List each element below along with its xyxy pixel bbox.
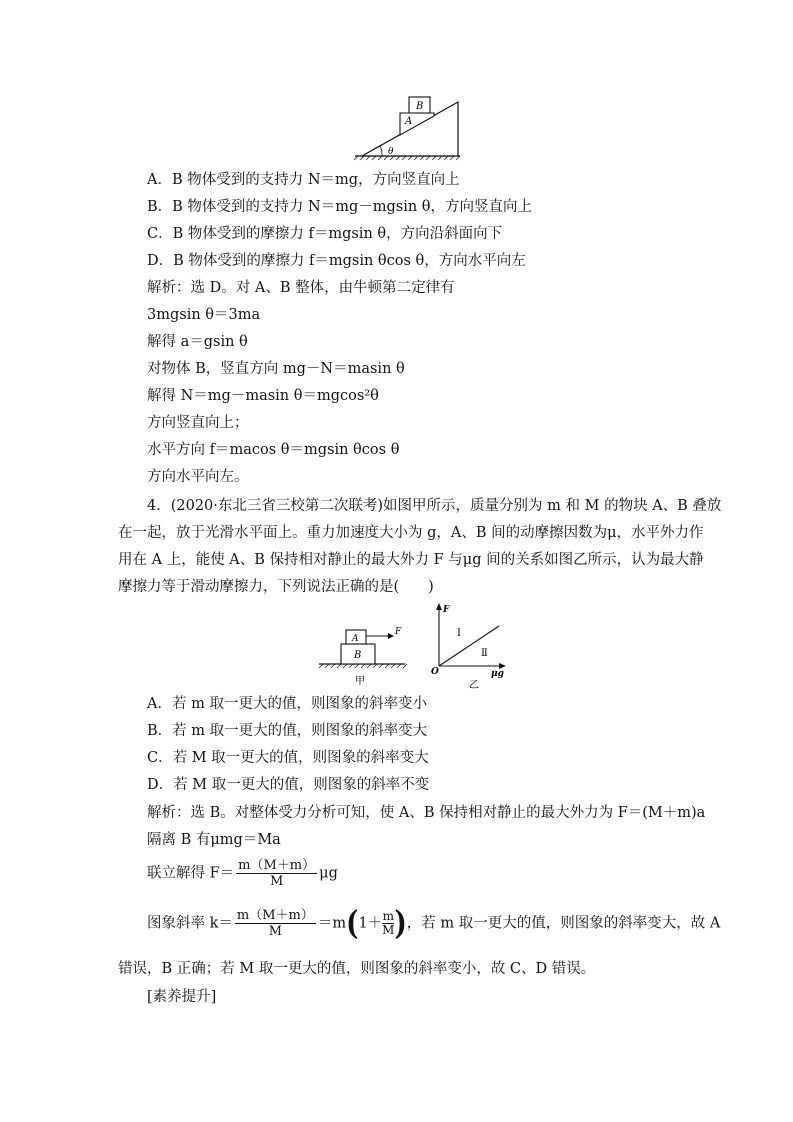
q4-stem-line-1: 4．(2020·东北三省三校第二次联考)如图甲所示，质量分别为 m 和 M 的物块 A、B 叠放 bbox=[147, 498, 722, 514]
line3-fraction bbox=[236, 858, 317, 889]
theta-label: θ bbox=[388, 147, 394, 157]
line4-denominator: M bbox=[268, 924, 283, 939]
line4-suffix: ，若 m 取一更大的值，则图象的斜率变大，故 A bbox=[406, 915, 721, 932]
q3-solution-line-6: 方向竖直向上； bbox=[147, 415, 249, 431]
ground-hatch bbox=[354, 156, 460, 160]
force-arrow-head bbox=[388, 633, 394, 639]
x-axis-label: μg bbox=[491, 669, 504, 679]
line4-prefix: 图象斜率 k＝ bbox=[147, 915, 233, 932]
caption-yi: 乙 bbox=[469, 680, 479, 691]
block-a-label: A bbox=[405, 116, 413, 127]
q4-option-b: B．若 m 取一更大的值，则图象的斜率变大 bbox=[147, 723, 428, 739]
f-mug-graph bbox=[425, 600, 515, 692]
q3-option-b: B．B 物体受到的支持力 N＝mg－mgsin θ，方向竖直向上 bbox=[147, 199, 533, 215]
line4-one-plus: 1＋ bbox=[358, 915, 383, 932]
q3-solution-line-5: 解得 N＝mg－masin θ＝mgcos²θ bbox=[147, 388, 379, 404]
line4-equals-m: ＝m bbox=[317, 915, 347, 932]
q3-solution-line-2: 3mgsin θ＝3ma bbox=[147, 307, 261, 323]
q3-solution-line-1: 解析：选 D。对 A、B 整体，由牛顿第二定律有 bbox=[147, 280, 455, 296]
q4-solution-line-1: 解析：选 B。对整体受力分析可知，使 A、B 保持相对静止的最大外力为 F＝(M＋m)a bbox=[147, 805, 706, 821]
q4-stem-line-3: 用在 A 上，能使 A、B 保持相对静止的最大外力 F 与μg 间的关系如图乙所示，认为最大静 bbox=[118, 552, 704, 568]
right-paren: ) bbox=[394, 904, 407, 943]
q3-solution-line-8: 方向水平向左。 bbox=[147, 469, 249, 485]
stacked-blocks-figure bbox=[315, 618, 410, 690]
line4-numerator: m（M＋m） bbox=[236, 908, 314, 923]
line4-inner-fraction bbox=[382, 910, 394, 937]
line3-prefix: 联立解得 F＝ bbox=[147, 865, 235, 882]
q4-solution-line-5: 错误，B 正确；若 M 取一更大的值，则图象的斜率变小，故 C、D 错误。 bbox=[118, 961, 596, 977]
q3-option-d: D．B 物体受到的摩擦力 f＝mgsin θcos θ，方向水平向左 bbox=[147, 253, 526, 269]
region-ii-label: Ⅱ bbox=[481, 648, 488, 659]
q4-solution-line-3 bbox=[147, 858, 338, 889]
q4-solution-line-2: 隔离 B 有μmg＝Ma bbox=[147, 832, 281, 848]
block-a-text: A bbox=[352, 634, 359, 644]
q4-stem-line-4: 摩擦力等于滑动摩擦力，下列说法正确的是( ) bbox=[118, 579, 434, 595]
y-axis-label: F bbox=[443, 605, 450, 615]
q4-option-d: D．若 M 取一更大的值，则图象的斜率不变 bbox=[147, 777, 430, 793]
force-label: F bbox=[395, 627, 402, 637]
line3-suffix: μg bbox=[319, 865, 338, 882]
line4-fraction bbox=[235, 908, 316, 939]
line4-inner-numerator: m bbox=[382, 909, 395, 923]
region-i-label: Ⅰ bbox=[457, 628, 461, 639]
q3-option-c: C．B 物体受到的摩擦力 f＝mgsin θ，方向沿斜面向下 bbox=[147, 226, 503, 242]
y-axis-arrow bbox=[436, 603, 442, 610]
incline-figure bbox=[350, 92, 465, 162]
graph-line bbox=[439, 626, 499, 666]
block-b-label: B bbox=[416, 101, 424, 112]
block-b-text: B bbox=[354, 650, 362, 661]
q4-option-c: C．若 M 取一更大的值，则图象的斜率变大 bbox=[147, 750, 429, 766]
line3-denominator: M bbox=[270, 874, 284, 889]
q4-stem-line-2: 在一起，放于光滑水平面上。重力加速度大小为 g，A、B 间的动摩擦因数为μ，水平外力作 bbox=[118, 525, 704, 541]
section-heading: [素养提升] bbox=[147, 989, 217, 1005]
q4-solution-line-4 bbox=[147, 904, 721, 943]
q4-option-a: A．若 m 取一更大的值，则图象的斜率变小 bbox=[147, 696, 427, 712]
line3-numerator: m（M＋m） bbox=[238, 858, 316, 873]
q3-solution-line-4: 对物体 B，竖直方向 mg－N＝masin θ bbox=[147, 361, 405, 377]
q3-solution-line-7: 水平方向 f＝macos θ＝mgsin θcos θ bbox=[147, 442, 400, 458]
q3-option-a: A．B 物体受到的支持力 N＝mg，方向竖直向上 bbox=[147, 172, 460, 188]
q3-solution-line-3: 解得 a＝gsin θ bbox=[147, 334, 248, 350]
line4-inner-denominator: M bbox=[382, 923, 395, 937]
left-paren: ( bbox=[346, 904, 359, 943]
origin-label: O bbox=[431, 667, 439, 677]
caption-jia: 甲 bbox=[355, 676, 365, 687]
